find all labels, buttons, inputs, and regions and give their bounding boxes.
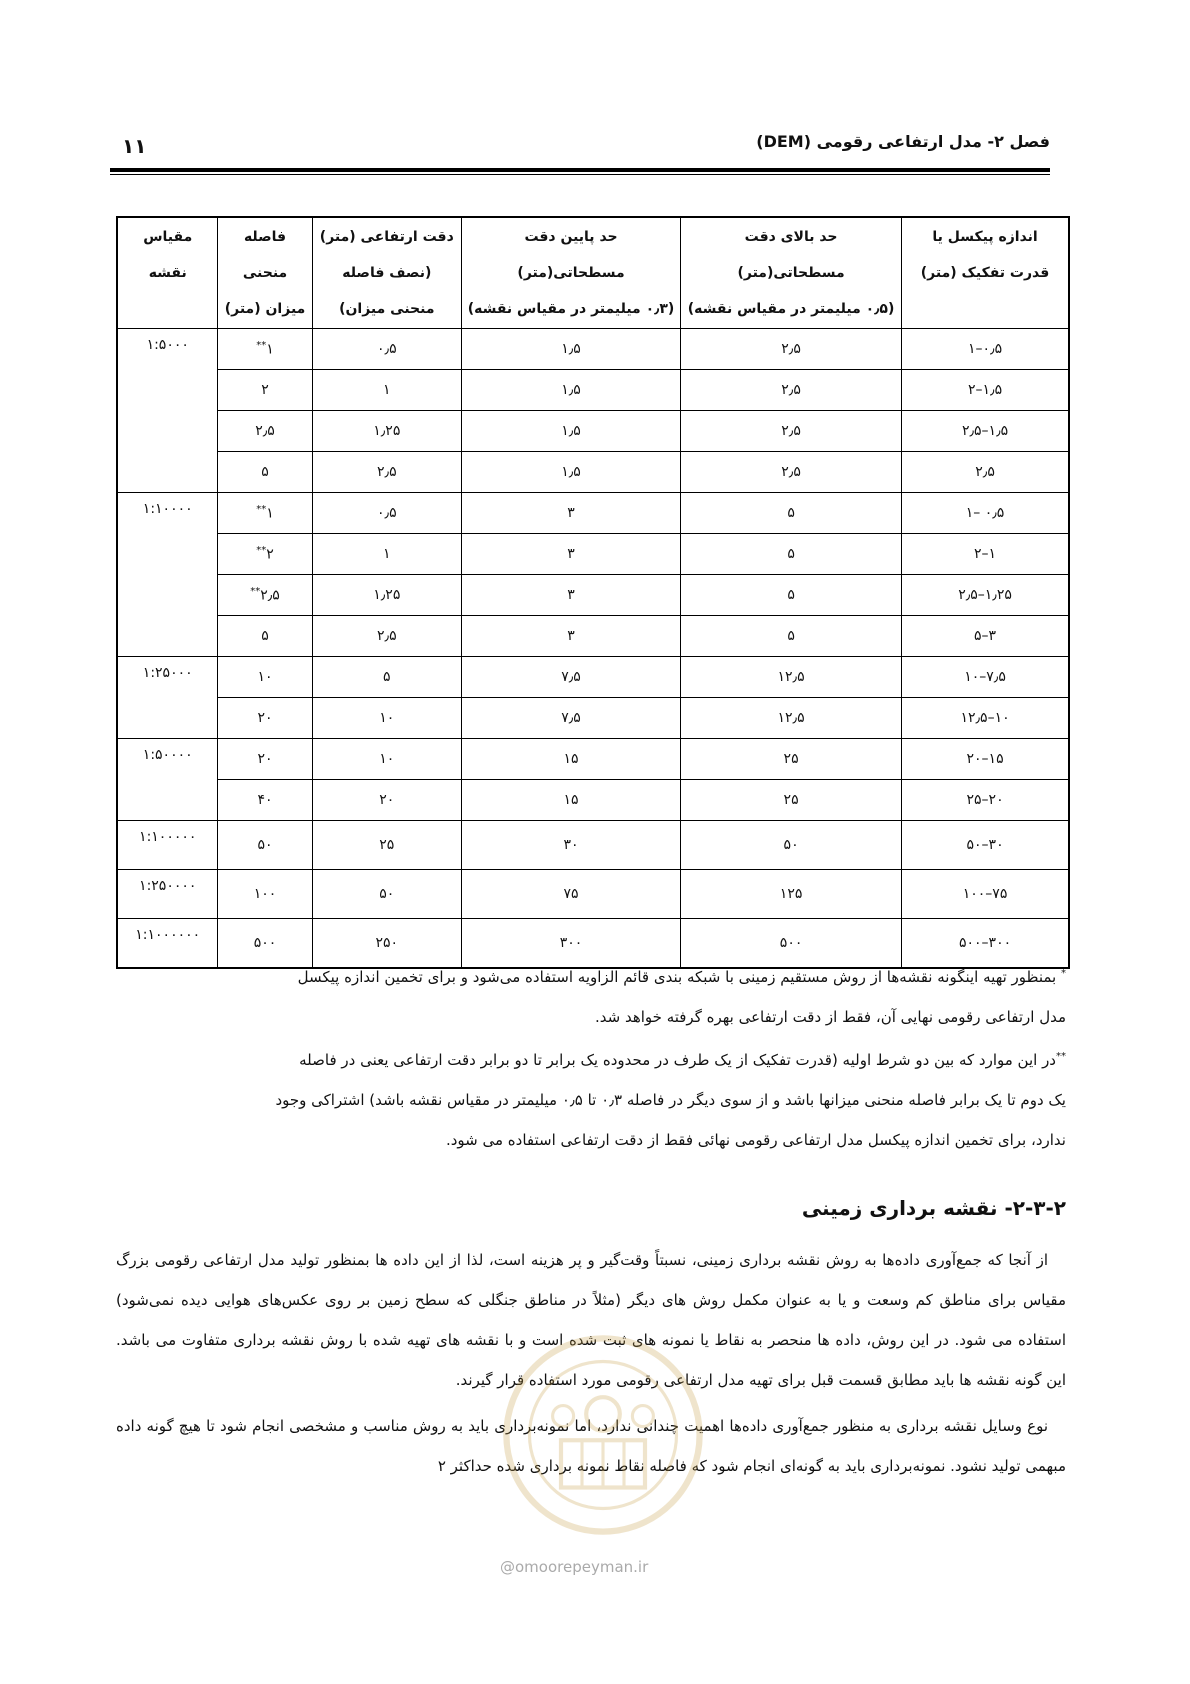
- paragraph-2: نوع وسایل نقشه برداری به منظور جمع‌آوری داده‌ها اهمیت چندانی ندارد، اما نمونه‌برداری باید به روش مناسب و مشخصی انجام شود تا هیچ گونه داده مبهمی تولید نشود. نمونه‌برداری باید به گونه‌ای انجام شود که فاصله نقاط نمونه برداری شده حداکثر ۲: [116, 1417, 1066, 1475]
- cell-vertical-accuracy: ۱٫۲۵: [312, 575, 461, 616]
- cell-horizontal-min: ۱٫۵: [462, 370, 681, 411]
- cell-horizontal-max: ۲٫۵: [681, 411, 902, 452]
- cell-horizontal-max: ۵۰۰: [681, 919, 902, 969]
- header-map-scale: [117, 217, 218, 329]
- table-row: [117, 616, 1069, 657]
- table-row: [117, 780, 1069, 821]
- header-rule-thin: [110, 174, 1050, 175]
- dem-accuracy-table: [116, 216, 1070, 969]
- footnote-1-marker: *: [1061, 968, 1066, 979]
- footnote-1-line-1: [116, 954, 1066, 997]
- cell-vertical-accuracy: ۵۰: [312, 870, 461, 919]
- cell-map-scale: ۱:۱۰۰۰۰: [117, 493, 218, 657]
- cell-horizontal-max: ۱۲٫۵: [681, 698, 902, 739]
- cell-contour-interval: [218, 698, 312, 739]
- table-row: [117, 493, 1069, 534]
- header-scale-line1: مقیاس: [143, 229, 193, 245]
- cell-contour-interval: [218, 616, 312, 657]
- cell-vertical-accuracy: ۲۰: [312, 780, 461, 821]
- table-row: [117, 657, 1069, 698]
- cell-map-scale: ۱:۲۵۰۰۰: [117, 657, 218, 739]
- cell-vertical-accuracy: ۲۵: [312, 821, 461, 870]
- cell-vertical-accuracy: ۵: [312, 657, 461, 698]
- cell-contour-interval: [218, 329, 312, 370]
- cell-contour-interval: [218, 657, 312, 698]
- cell-horizontal-min: ۳۰۰: [462, 919, 681, 969]
- header-vacc-line2: (نصف فاصله: [342, 265, 432, 281]
- cell-pixel-size: ۱٫۵–۲٫۵: [902, 411, 1069, 452]
- cell-pixel-size: ۲٫۵: [902, 452, 1069, 493]
- footnote-marker: **: [256, 545, 267, 557]
- cell-horizontal-max: ۲٫۵: [681, 370, 902, 411]
- footnote-2-line-1-text: در این موارد که بین دو شرط اولیه (قدرت تفکیک از یک طرف در محدوده یک برابر تا دو برابر دقت ارتفاعی یعنی در فاصله: [299, 1051, 1056, 1069]
- cell-vertical-accuracy: ۱: [312, 534, 461, 575]
- cell-map-scale: ۱:۱۰۰۰۰۰: [117, 821, 218, 870]
- cell-pixel-size: ۳۰۰–۵۰۰: [902, 919, 1069, 969]
- cell-horizontal-max: ۱۲٫۵: [681, 657, 902, 698]
- cell-contour-interval: [218, 534, 312, 575]
- cell-interval-value: ۵۰۰: [253, 935, 277, 951]
- cell-vertical-accuracy: ۱۰: [312, 739, 461, 780]
- cell-horizontal-min: ۷٫۵: [462, 657, 681, 698]
- header-vacc-line3: منحنی میزان): [339, 301, 435, 317]
- header-hmin-line1: حد پایین دقت: [524, 229, 618, 245]
- cell-interval-value: ۱۰۰: [253, 886, 277, 902]
- cell-horizontal-min: ۱٫۵: [462, 411, 681, 452]
- header-hmax-line1: حد بالای دقت: [744, 229, 838, 245]
- cell-map-scale: ۱:۲۵۰۰۰۰: [117, 870, 218, 919]
- table-header-row: [117, 217, 1069, 329]
- footnote-1-line-1-text: بمنظور تهیه اینگونه نقشه‌ها از روش مستقیم زمینی با شبکه بندی قائم الزاویه استفاده می‌شود و برای تخمین اندازه پیکسل: [297, 968, 1057, 986]
- footnote-1-line-2: مدل ارتفاعی رقومی نهایی آن، فقط از دقت ارتفاعی بهره گرفته خواهد شد.: [594, 1008, 1066, 1026]
- table-row: [117, 411, 1069, 452]
- cell-horizontal-max: ۵: [681, 575, 902, 616]
- cell-contour-interval: [218, 870, 312, 919]
- cell-vertical-accuracy: ۲٫۵: [312, 452, 461, 493]
- header-vertical-accuracy: [312, 217, 461, 329]
- cell-horizontal-min: ۳: [462, 534, 681, 575]
- cell-contour-interval: [218, 739, 312, 780]
- cell-map-scale: ۱:۵۰۰۰: [117, 329, 218, 493]
- cell-vertical-accuracy: ۱۰: [312, 698, 461, 739]
- header-pixel-size: [902, 217, 1069, 329]
- header-pixel-line3: [902, 291, 1068, 327]
- table-row: [117, 370, 1069, 411]
- cell-horizontal-max: ۵۰: [681, 821, 902, 870]
- cell-vertical-accuracy: ۰٫۵: [312, 493, 461, 534]
- footnote-marker: **: [250, 586, 261, 598]
- cell-horizontal-min: ۳۰: [462, 821, 681, 870]
- cell-pixel-size: ۳۰–۵۰: [902, 821, 1069, 870]
- cell-interval-value: ۲: [266, 546, 274, 563]
- table-row: [117, 698, 1069, 739]
- cell-horizontal-min: ۱۵: [462, 780, 681, 821]
- header-hmin-line2: مسطحاتی(متر): [517, 265, 625, 281]
- cell-pixel-size: ۷۵–۱۰۰: [902, 870, 1069, 919]
- cell-interval-value: ۴۰: [257, 792, 273, 808]
- cell-horizontal-min: ۳: [462, 493, 681, 534]
- cell-horizontal-min: ۷۵: [462, 870, 681, 919]
- header-scale-line3: [118, 291, 217, 327]
- cell-pixel-size: ۲۰–۲۵: [902, 780, 1069, 821]
- footnote-2-line-3: ندارد، برای تخمین اندازه پیکسل مدل ارتفاعی رقومی نهائی فقط از دقت ارتفاعی استفاده می شود.: [445, 1131, 1066, 1149]
- cell-pixel-size: ۱۵–۲۰: [902, 739, 1069, 780]
- footnote-marker: **: [256, 340, 267, 352]
- cell-horizontal-max: ۲۵: [681, 780, 902, 821]
- cell-contour-interval: [218, 575, 312, 616]
- cell-pixel-size: ۳–۵: [902, 616, 1069, 657]
- cell-horizontal-min: ۱٫۵: [462, 452, 681, 493]
- section-heading: ۲-۳-۲- نقشه برداری زمینی: [801, 1196, 1066, 1220]
- cell-interval-value: ۲٫۵: [255, 423, 275, 439]
- table-row: [117, 534, 1069, 575]
- cell-vertical-accuracy: ۱٫۲۵: [312, 411, 461, 452]
- table-body: [117, 329, 1069, 969]
- header-interval-line3: میزان (متر): [224, 301, 306, 317]
- seal-logo-icon: [498, 1330, 708, 1540]
- header-rule: [110, 168, 1050, 172]
- page-header: [110, 128, 1050, 158]
- table-row: [117, 821, 1069, 870]
- cell-interval-value: ۵: [261, 628, 269, 644]
- cell-horizontal-max: ۲٫۵: [681, 452, 902, 493]
- header-vacc-line1: دقت ارتفاعی (متر): [319, 229, 454, 245]
- cell-contour-interval: [218, 821, 312, 870]
- cell-interval-value: ۲۰: [257, 751, 273, 767]
- cell-pixel-size: ۰٫۵ –۱: [902, 493, 1069, 534]
- cell-interval-value: ۵: [261, 464, 269, 480]
- cell-interval-value: ۱: [266, 341, 274, 358]
- cell-horizontal-min: ۱۵: [462, 739, 681, 780]
- table-row: [117, 329, 1069, 370]
- cell-vertical-accuracy: ۱: [312, 370, 461, 411]
- footnotes: [116, 954, 1066, 1160]
- table-row: [117, 575, 1069, 616]
- cell-contour-interval: [218, 493, 312, 534]
- chapter-title: فصل ۲- مدل ارتفاعی رقومی (DEM): [756, 132, 1050, 151]
- footnote-marker: **: [256, 504, 267, 516]
- cell-interval-value: ۱: [266, 505, 274, 522]
- cell-vertical-accuracy: ۲٫۵: [312, 616, 461, 657]
- cell-horizontal-max: ۵: [681, 534, 902, 575]
- cell-contour-interval: [218, 452, 312, 493]
- header-hmin-line3: (۰٫۳ میلیمتر در مقیاس نقشه): [467, 301, 675, 317]
- table-row: [117, 452, 1069, 493]
- cell-pixel-size: ۷٫۵–۱۰: [902, 657, 1069, 698]
- cell-interval-value: ۲: [261, 382, 269, 398]
- footnote-2-line-2: یک دوم تا یک برابر فاصله منحنی میزانها باشد و از سوی دیگر در فاصله ۰٫۳ تا ۰٫۵ میلیمتر در مقیاس نقشه باشد) اشتراکی وجود: [275, 1091, 1066, 1109]
- footnote-2-line-1: [116, 1037, 1066, 1080]
- cell-interval-value: ۲۰: [257, 710, 273, 726]
- header-contour-interval: [218, 217, 312, 329]
- header-interval-line2: منحنی: [242, 265, 288, 281]
- cell-pixel-size: ۱۰–۱۲٫۵: [902, 698, 1069, 739]
- cell-horizontal-max: ۲۵: [681, 739, 902, 780]
- paragraph-1: از آنجا که جمع‌آوری داده‌ها به روش نقشه برداری زمینی، نسبتاً وقت‌گیر و پر هزینه است، لذا از این داده ها بمنظور تولید مدل ارتفاعی رقومی بزرگ مقیاس برای مناطق کم وسعت و یا به عنوان مکمل روش های دیگر (مثلاً در مناطق جنگلی که سطح زمین بر روی عکس‌های هوایی دیده نمی‌شود) استفاده می شود. در این روش، داده ها منحصر به نقاط یا نمونه های ثبت شده است و با نقشه های تهیه شده با روش نقشه برداری متفاوت می باشد. این گونه نقشه ها باید مطابق قسمت قبل برای تهیه مدل ارتفاعی رقومی مورد استفاده قرار گیرند.: [116, 1251, 1066, 1389]
- cell-horizontal-min: ۷٫۵: [462, 698, 681, 739]
- header-scale-line2: نقشه: [148, 265, 187, 281]
- header-pixel-line2: قدرت تفکیک (متر): [920, 265, 1050, 281]
- cell-interval-value: ۲٫۵: [260, 587, 280, 604]
- table-row: [117, 739, 1069, 780]
- cell-interval-value: ۵۰: [257, 837, 273, 853]
- cell-horizontal-max: ۱۲۵: [681, 870, 902, 919]
- cell-contour-interval: [218, 780, 312, 821]
- header-horizontal-max: [681, 217, 902, 329]
- header-hmax-line3: (۰٫۵ میلیمتر در مقیاس نقشه): [687, 301, 895, 317]
- cell-horizontal-min: ۳: [462, 616, 681, 657]
- cell-contour-interval: [218, 370, 312, 411]
- cell-pixel-size: ۱٫۲۵–۲٫۵: [902, 575, 1069, 616]
- cell-interval-value: ۱۰: [257, 669, 273, 685]
- header-pixel-line1: اندازه پیکسل یا: [932, 229, 1038, 245]
- cell-vertical-accuracy: ۰٫۵: [312, 329, 461, 370]
- cell-horizontal-min: ۱٫۵: [462, 329, 681, 370]
- cell-horizontal-max: ۵: [681, 616, 902, 657]
- cell-vertical-accuracy: ۲۵۰: [312, 919, 461, 969]
- footnote-2-marker: **: [1056, 1051, 1066, 1062]
- cell-pixel-size: ۱–۲: [902, 534, 1069, 575]
- cell-map-scale: ۱:۱۰۰۰۰۰۰: [117, 919, 218, 969]
- cell-horizontal-min: ۳: [462, 575, 681, 616]
- table-row: [117, 870, 1069, 919]
- watermark-url: @omoorepeyman.ir: [500, 1558, 649, 1576]
- cell-map-scale: ۱:۵۰۰۰۰: [117, 739, 218, 821]
- cell-horizontal-max: ۲٫۵: [681, 329, 902, 370]
- header-hmax-line2: مسطحاتی(متر): [737, 265, 845, 281]
- cell-pixel-size: ۰٫۵–۱: [902, 329, 1069, 370]
- cell-pixel-size: ۱٫۵–۲: [902, 370, 1069, 411]
- cell-horizontal-max: ۵: [681, 493, 902, 534]
- cell-contour-interval: [218, 411, 312, 452]
- header-horizontal-min: [462, 217, 681, 329]
- page-number: ۱۱: [122, 134, 147, 158]
- header-interval-line1: فاصله: [243, 229, 287, 245]
